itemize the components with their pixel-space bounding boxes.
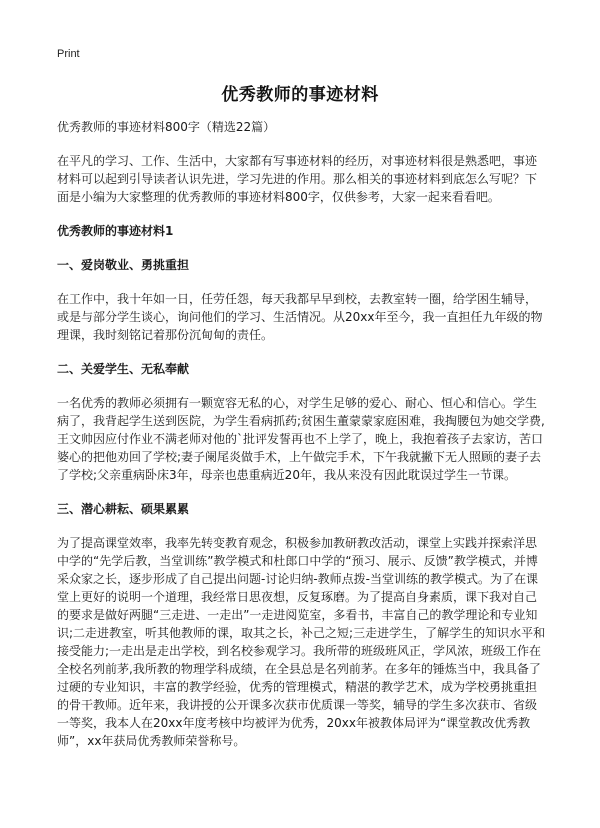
section-heading-2: 二、关爱学生、无私奉献 <box>57 362 190 376</box>
intro-paragraph: 在平凡的学习、工作、生活中，大家都有写事迹材料的经历，对事迹材料很是熟悉吧，事迹材料可以起到引导读者认识先进，学习先进的作用。那么相关的事迹材料到底怎么写呢？下面是小编为大家整理的优秀教师的事迹材料800字，仅供参考，大家一起来看看吧。 <box>57 154 538 204</box>
article-heading: 优秀教师的事迹材料1 <box>57 224 174 238</box>
section-heading-3: 三、潜心耕耘、硕果累累 <box>57 502 190 516</box>
section-body-3: 为了提高课堂效率，我率先转变教育观念，积极参加教研教改活动，课堂上实践并探索洋思中学的“先学后教，当堂训练”教学模式和杜郎口中学的“预习、展示、反馈”教学模式，并博采众家之长，逐步形成了自己提出问题-讨论归纳-教师点拨-当堂训练的教学模式。为了在课堂上更好的说明一个道理，我经常日思夜想，反复琢磨。为了提高自身素质，课下我对自己的要求是做好两腿“三走进、一走出”一走进阅览室，多看书，丰富自己的教学理论和专业知识;二走进教室，听其他教师的课，取其之长，补己之短;三走进学生，了解学生的知识水平和接受能力;一走出是走出学校，到名校参观学习。我所带的班级班风正，学风浓，班级工作在全校名列前茅,我所教的物理学科成绩，在全县总是名列前茅。在多年的锤炼当中，我具备了过硬的专业知识，丰富的教学经验，优秀的管理模式，精湛的教学艺术，成为学校勇挑重担的骨干教师。近年来，我讲授的公开课多次获市优质课一等奖，辅导的学生多次获市、省级一等奖，我本人在20xx年度考核中均被评为优秀，20xx年被教体局评为“课堂教改优秀教师”，xx年获局优秀教师荣誉称号。 <box>57 536 546 748</box>
document-subtitle: 优秀教师的事迹材料800字（精选22篇） <box>57 120 276 134</box>
print-link[interactable]: Print <box>57 48 80 60</box>
document-body <box>57 118 547 766</box>
section-heading-1: 一、爱岗敬业、勇挑重担 <box>57 258 190 272</box>
section-body-2: 一名优秀的教师必须拥有一颗宽容无私的心，对学生足够的爱心、耐心、恒心和信心。学生病了，我背起学生送到医院，为学生看病抓药;贫困生董蒙蒙家庭困难，我掏腰包为她交学费,王文帅因应付作业不满老师对他的`批评发誓再也不上学了，晚上，我抱着孩子去家访，苦口婆心的把他劝回了学校;妻子阑尾炎做手术，上午做完手术，下午我就撇下无人照顾的妻子去了学校;父亲重病卧床3年，母亲也患重病近20年，我从来没有因此耽误过学生一节课。 <box>57 396 545 482</box>
document-title: 优秀教师的事迹材料 <box>221 85 379 105</box>
section-body-1: 在工作中，我十年如一日，任劳任怨，每天我都早早到校，去教室转一圈，给学困生辅导，或是与部分学生谈心，询问他们的学习、生活情况。从20xx年至今，我一直担任九年级的物理课，我时刻铭记着那份沉甸甸的责任。 <box>57 292 543 342</box>
